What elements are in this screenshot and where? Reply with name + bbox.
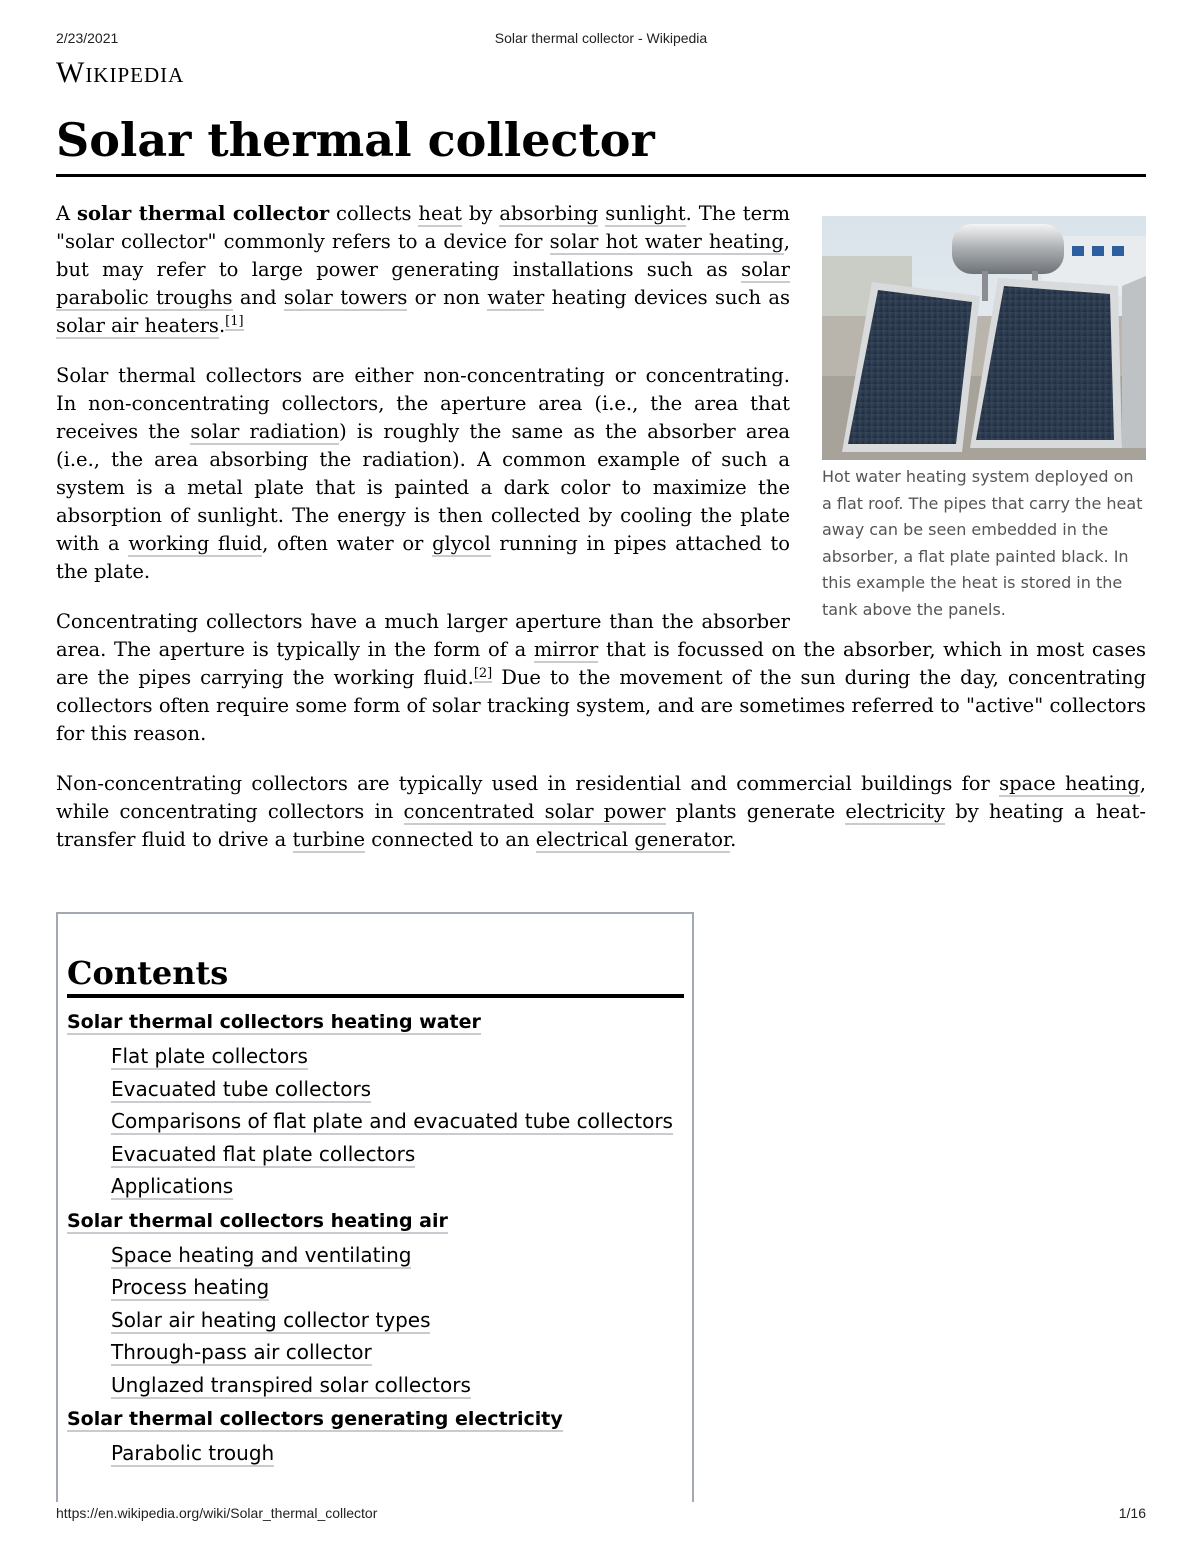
toc-item <box>67 1138 684 1171</box>
text: , but may refer to large power generating installations such as <box>56 230 790 281</box>
text: by heating a heat-transfer fluid to drive a <box>56 800 1146 851</box>
table-of-contents <box>56 912 694 1502</box>
toc-list <box>67 1437 684 1470</box>
link-solar-hot-water-heating[interactable]: solar hot water heating <box>549 230 784 253</box>
toc-link-evacuated-flat-plate[interactable]: Evacuated flat plate collectors <box>111 1141 416 1166</box>
text: . <box>730 828 737 851</box>
link-absorbing[interactable]: absorbing <box>499 202 599 225</box>
text: ) is roughly the same as the absorber area (i.e., the area absorbing the radiation). A common example of such a system is a metal plate that is painted a dark color to maximize the absorption of sunlight. The energy is then collected by cooling the plate with a <box>56 420 791 555</box>
link-sunlight[interactable]: sunlight <box>605 202 686 225</box>
toc-link-comparisons[interactable]: Comparisons of flat plate and evacuated tube collectors <box>111 1109 673 1133</box>
text: , often water or <box>262 532 433 555</box>
link-space-heating[interactable]: space heating <box>999 772 1140 795</box>
toc-link-flat-plate-collectors[interactable]: Flat plate collectors <box>111 1044 308 1068</box>
text: Non-concentrating collectors are typically used in residential and commercial buildings for <box>56 772 1000 795</box>
toc-section-heating-air[interactable]: Solar thermal collectors heating air <box>67 1209 448 1232</box>
link-turbine[interactable]: turbine <box>292 828 366 851</box>
link-concentrated-solar-power[interactable]: concentrated solar power <box>403 800 666 823</box>
toc-item <box>67 1239 684 1272</box>
link-heat[interactable]: heat <box>418 202 462 225</box>
page-title: Solar thermal collector <box>56 112 1146 177</box>
text: heating devices such as <box>544 286 790 309</box>
toc-section-electricity[interactable]: Solar thermal collectors generating electricity <box>67 1408 563 1430</box>
toc-link-process-heating[interactable]: Process heating <box>111 1275 270 1299</box>
toc-link-evacuated-tube-collectors[interactable]: Evacuated tube collectors <box>111 1076 372 1101</box>
page-url: https://en.wikipedia.org/wiki/Solar_thermal_collector <box>56 1505 378 1521</box>
text: and <box>232 286 284 309</box>
print-title: Solar thermal collector - Wikipedia <box>494 30 708 46</box>
link-mirror[interactable]: mirror <box>533 638 599 661</box>
text: . The term "solar collector" commonly refers to a device for <box>56 202 790 253</box>
text: A <box>56 202 77 225</box>
text: collects <box>329 202 419 225</box>
text: Concentrating collectors have a much larger aperture than the absorber area. The aperture is typically in the form of a <box>56 610 790 661</box>
link-electricity[interactable]: electricity <box>845 800 946 823</box>
article-body <box>56 200 1146 876</box>
toc-item <box>67 1073 684 1106</box>
toc-link-unglazed-transpired[interactable]: Unglazed transpired solar collectors <box>111 1372 471 1397</box>
text: running in pipes attached to the plate. <box>56 532 790 583</box>
text: connected to an <box>365 828 536 851</box>
figure-caption: Hot water heating system deployed on a flat roof. The pipes that carry the heat away can be seen embedded in the absorber, a flat plate painted black. In this example the heat is stored in the tank above the panels. <box>822 467 1143 619</box>
toc-item <box>67 1437 684 1470</box>
link-working-fluid[interactable]: working fluid <box>128 532 263 555</box>
page-number: 1/16 <box>1118 1505 1146 1521</box>
paragraph-3 <box>56 608 1146 748</box>
text: plants generate <box>665 800 846 823</box>
toc-item <box>67 1040 684 1073</box>
toc-link-space-heating[interactable]: Space heating and ventilating <box>111 1242 412 1267</box>
text: or non <box>407 286 488 309</box>
text: Due to the movement of the sun during the day, concentrating collectors often require some form of solar tracking system, and are sometimes referred to "active" collectors for this reason. <box>56 666 1146 745</box>
print-date: 2/23/2021 <box>56 30 119 46</box>
link-glycol[interactable]: glycol <box>432 532 491 555</box>
toc-list <box>67 1239 684 1402</box>
toc-list <box>67 1040 684 1203</box>
toc-item <box>67 1336 684 1369</box>
link-solar-radiation[interactable]: solar radiation <box>190 420 340 443</box>
toc-link-parabolic-trough[interactable]: Parabolic trough <box>111 1441 275 1465</box>
paragraph-4 <box>56 770 1146 854</box>
toc-item <box>67 1170 684 1203</box>
link-water[interactable]: water <box>487 286 545 309</box>
toc-item <box>67 1369 684 1402</box>
link-electrical-generator[interactable]: electrical generator <box>535 828 731 851</box>
link-solar-parabolic-troughs[interactable]: solar parabolic troughs <box>56 258 790 309</box>
text: by <box>461 202 500 225</box>
text: . <box>218 314 226 337</box>
toc-link-collector-types[interactable]: Solar air heating collector types <box>111 1307 431 1332</box>
reference-1[interactable]: [1] <box>225 313 244 329</box>
text: Solar thermal collectors are either non-concentrating or concentrating. In non-concentrating collectors, the aperture area (i.e., the area that receives the <box>56 364 790 443</box>
toc-section-heating-water[interactable]: Solar thermal collectors heating water <box>67 1011 481 1033</box>
toc-item <box>67 1271 684 1304</box>
bold-term: solar thermal collector <box>77 202 330 225</box>
reference-2[interactable]: [2] <box>473 665 493 681</box>
text: , while concentrating collectors in <box>56 772 1146 823</box>
toc-item <box>67 1105 684 1138</box>
wikipedia-logo[interactable]: Wikipedia <box>56 56 185 89</box>
toc-link-through-pass[interactable]: Through-pass air collector <box>111 1340 372 1364</box>
link-solar-air-heaters[interactable]: solar air heaters <box>56 314 219 337</box>
solar-collector-photo[interactable] <box>822 216 1146 460</box>
article-figure <box>822 216 1146 623</box>
toc-link-applications[interactable]: Applications <box>111 1174 234 1198</box>
text: that is focussed on the absorber, which in most cases are the pipes carrying the working fluid. <box>56 638 1146 689</box>
toc-title: Contents <box>67 954 684 998</box>
link-solar-towers[interactable]: solar towers <box>283 286 408 309</box>
toc-item <box>67 1304 684 1337</box>
